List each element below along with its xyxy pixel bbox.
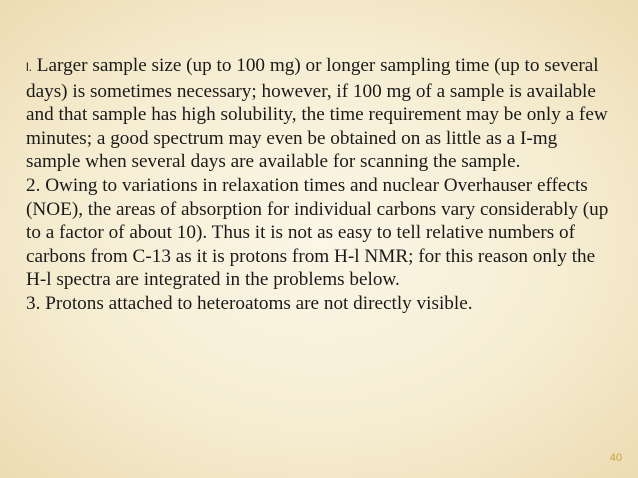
- slide-body-text: [26, 54, 616, 316]
- item-3-text: 3. Protons attached to heteroatoms are not directly visible.: [26, 292, 473, 314]
- item-2-text: 2. Owing to variations in relaxation times and nuclear Overhauser effects (NOE), the areas of absorption for individual carbons vary considerably (up to a factor of about 10). Thus it is not as easy to tell relative numbers of carbons from C-13 as it is protons from H-l NMR; for this reason only the H-l spectra are integrated in the problems below.: [26, 174, 609, 291]
- paragraph-item-1: [26, 54, 616, 174]
- paragraph-item-3: [26, 292, 616, 316]
- item-1-text: Larger sample size (up to 100 mg) or longer sampling time (up to several days) is sometimes necessary; however, if 100 mg of a sample is available and that sample has high solubility, the time requirement may be only a few minutes; a good spectrum may even be obtained on as little as a I-mg sample when several days are available for scanning the sample.: [26, 55, 608, 173]
- item-1-marker: l.: [26, 60, 32, 74]
- page-number: 40: [609, 452, 622, 464]
- paragraph-item-2: [26, 174, 616, 292]
